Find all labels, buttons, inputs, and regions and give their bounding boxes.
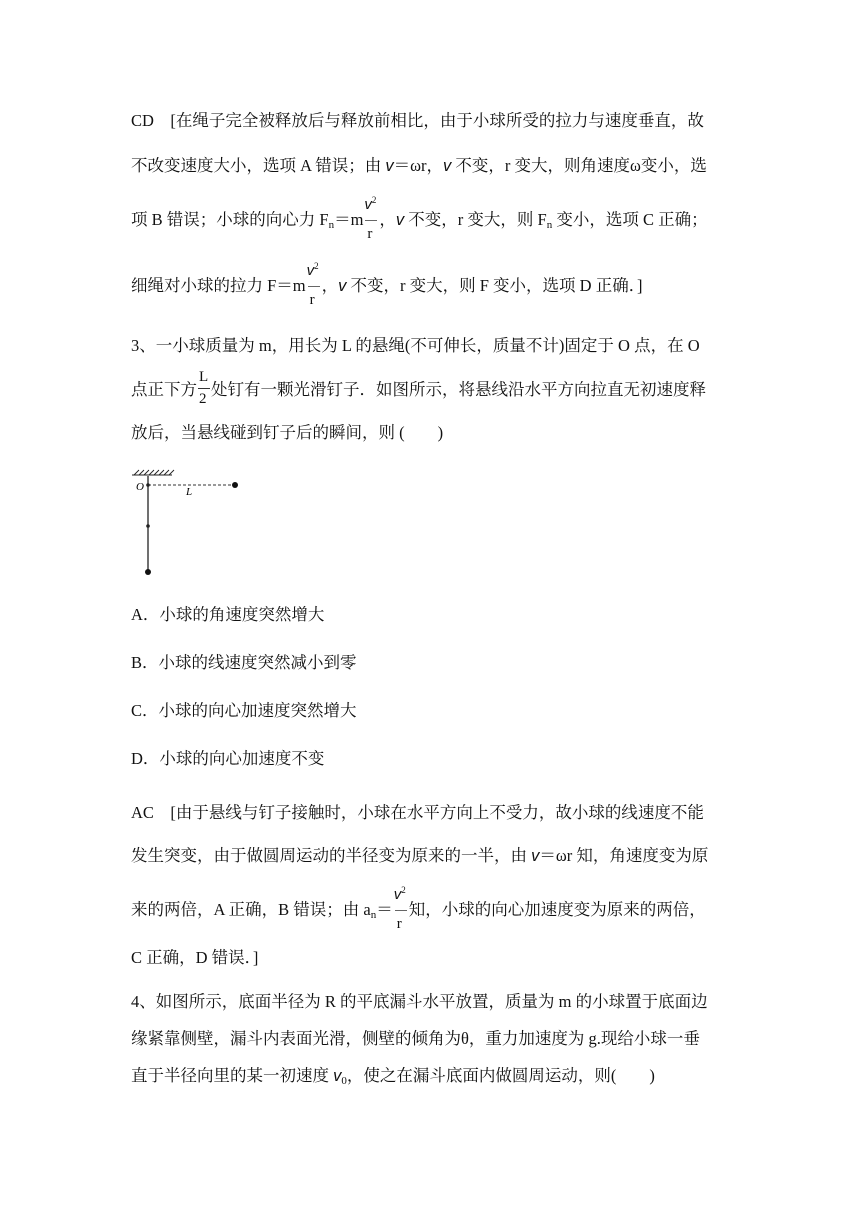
q3-answer-line-4: C 正确，D 错误．] (131, 948, 259, 967)
q3-option-c: C．小球的向心加速度突然增大 (131, 701, 357, 720)
q4-stem-line-1: 4、如图所示，底面半径为 R 的平底漏斗水平放置，质量为 m 的小球置于底面边 (131, 992, 708, 1011)
q3-option-b: B．小球的线速度突然减小到零 (131, 653, 357, 672)
q3-answer-line-1: AC [由于悬线与钉子接触时，小球在水平方向上不受力，故小球的线速度不能 (131, 803, 704, 822)
label-l: L (186, 486, 193, 498)
q4-stem-line-2: 缘紧靠侧壁，漏斗内表面光滑，侧壁的倾角为θ，重力加速度为 g.现给小球一垂 (131, 1029, 700, 1048)
q3-option-a: A．小球的角速度突然增大 (131, 605, 325, 624)
q3-stem-line-1: 3、一小球质量为 m，用长为 L 的悬绳(不可伸长，质量不计)固定于 O 点，在 O (131, 336, 700, 355)
q3-stem-line-3: 放后，当悬线碰到钉子后的瞬间，则 ( ) (131, 423, 444, 442)
fraction-v2-over-r: $\frac{v^2}{r}$ (393, 885, 406, 932)
fraction-l-over-2: $\frac{L}{2}$ (199, 369, 209, 407)
q3-option-d: D．小球的向心加速度不变 (131, 749, 325, 768)
nail-point (146, 524, 150, 528)
ball-bottom (145, 569, 151, 575)
q4-stem-line-3: 直于半径向里的某一初速度 $v_0$，使之在漏斗底面内做圆周运动，则( ) (131, 1066, 655, 1087)
pendulum-figure (128, 468, 248, 580)
fraction-v2-over-r: $\frac{v^2}{r}$ (306, 261, 319, 308)
ball-right (232, 482, 238, 488)
q2-answer-line-4: 细绳对小球的拉力 F＝m $\frac{v^2}{r}$ ，v 不变，r 变大，则 F 变小，选项 D 正确．] (131, 261, 643, 308)
q2-answer-line-1: CD [在绳子完全被释放后与释放前相比，由于小球所受的拉力与速度垂直，故 (131, 111, 704, 130)
pivot-point (146, 483, 150, 487)
q3-stem-line-2: 点正下方 $\frac{L}{2}$ 处钉有一颗光滑钉子．如图所示，将悬线沿水平方向拉直无初速度释 (131, 369, 706, 407)
label-o: O (136, 481, 144, 493)
q3-answer-line-3: 来的两倍，A 正确，B 错误；由 $a_n=$ $\frac{v^2}{r}$ 知，小球的向心加速度变为原来的两倍， (131, 885, 706, 932)
q3-answer-line-2: 发生突变，由于做圆周运动的半径变为原来的一半，由 v＝ωr 知，角速度变为原 (131, 846, 709, 865)
fraction-v2-over-r: $\frac{v^2}{r}$ (364, 195, 377, 242)
q2-answer-line-2: 不改变速度大小，选项 A 错误；由 v＝ωr，v 不变，r 变大，则角速度ω变小，选 (131, 156, 707, 175)
q2-answer-line-3: 项 B 错误；小球的向心力 $F_n=m$ $\frac{v^2}{r}$ ，v 不变，r 变大，则 $F_n$ 变小，选项 C 正确； (131, 195, 708, 242)
